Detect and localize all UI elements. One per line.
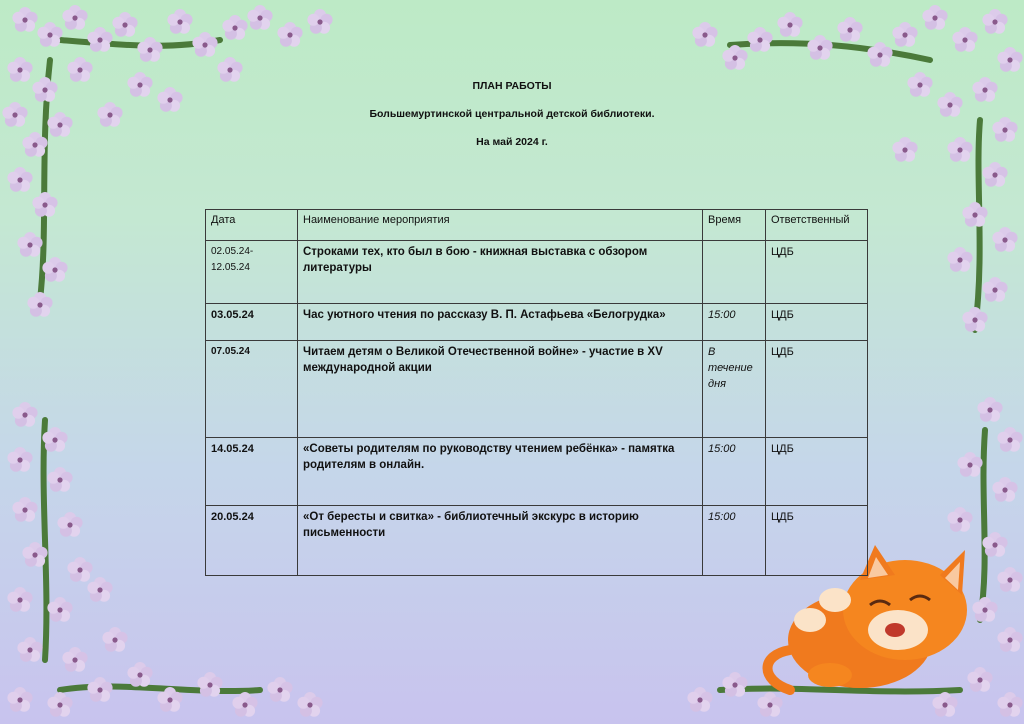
- table-row: [206, 438, 868, 506]
- event-time: 15:00: [703, 506, 766, 576]
- top-left-branch: [40, 40, 220, 300]
- event-name: «От бересты и свитка» - библиотечный экскурс в историю письменности: [298, 506, 703, 576]
- event-responsible: ЦДБ: [766, 304, 868, 341]
- column-header-responsible: Ответственный: [766, 210, 868, 241]
- table-header-row: [206, 210, 868, 241]
- event-date: 07.05.24: [206, 341, 298, 438]
- event-responsible: ЦДБ: [766, 438, 868, 506]
- event-date: 20.05.24: [206, 506, 298, 576]
- event-date: 14.05.24: [206, 438, 298, 506]
- table-row: [206, 241, 868, 304]
- table-row: [206, 341, 868, 438]
- table-row: [206, 506, 868, 576]
- library-name: Большемуртинской центральной детской библиотеки.: [369, 108, 655, 120]
- event-responsible: ЦДБ: [766, 506, 868, 576]
- event-responsible: ЦДБ: [766, 341, 868, 438]
- event-responsible: ЦДБ: [766, 241, 868, 304]
- events-table: [205, 209, 868, 576]
- column-header-date: Дата: [206, 210, 298, 241]
- event-date: 02.05.24- 12.05.24: [206, 241, 298, 304]
- event-date: 03.05.24: [206, 304, 298, 341]
- event-name: Строками тех, кто был в бою - книжная выставка с обзором литературы: [298, 241, 703, 304]
- table-row: [206, 304, 868, 341]
- event-name: «Советы родителям по руководству чтением ребёнка» - памятка родителям в онлайн.: [298, 438, 703, 506]
- plan-period: На май 2024 г.: [476, 136, 548, 148]
- plan-title: ПЛАН РАБОТЫ: [472, 80, 552, 92]
- column-header-event: Наименование мероприятия: [298, 210, 703, 241]
- event-time: В течение дня: [703, 341, 766, 438]
- event-time: 15:00: [703, 438, 766, 506]
- event-time: [703, 241, 766, 304]
- event-time: 15:00: [703, 304, 766, 341]
- event-name: Час уютного чтения по рассказу В. П. Астафьева «Белогрудка»: [298, 304, 703, 341]
- event-name: Читаем детям о Великой Отечественной войне» - участие в XV международной акции: [298, 341, 703, 438]
- column-header-time: Время: [703, 210, 766, 241]
